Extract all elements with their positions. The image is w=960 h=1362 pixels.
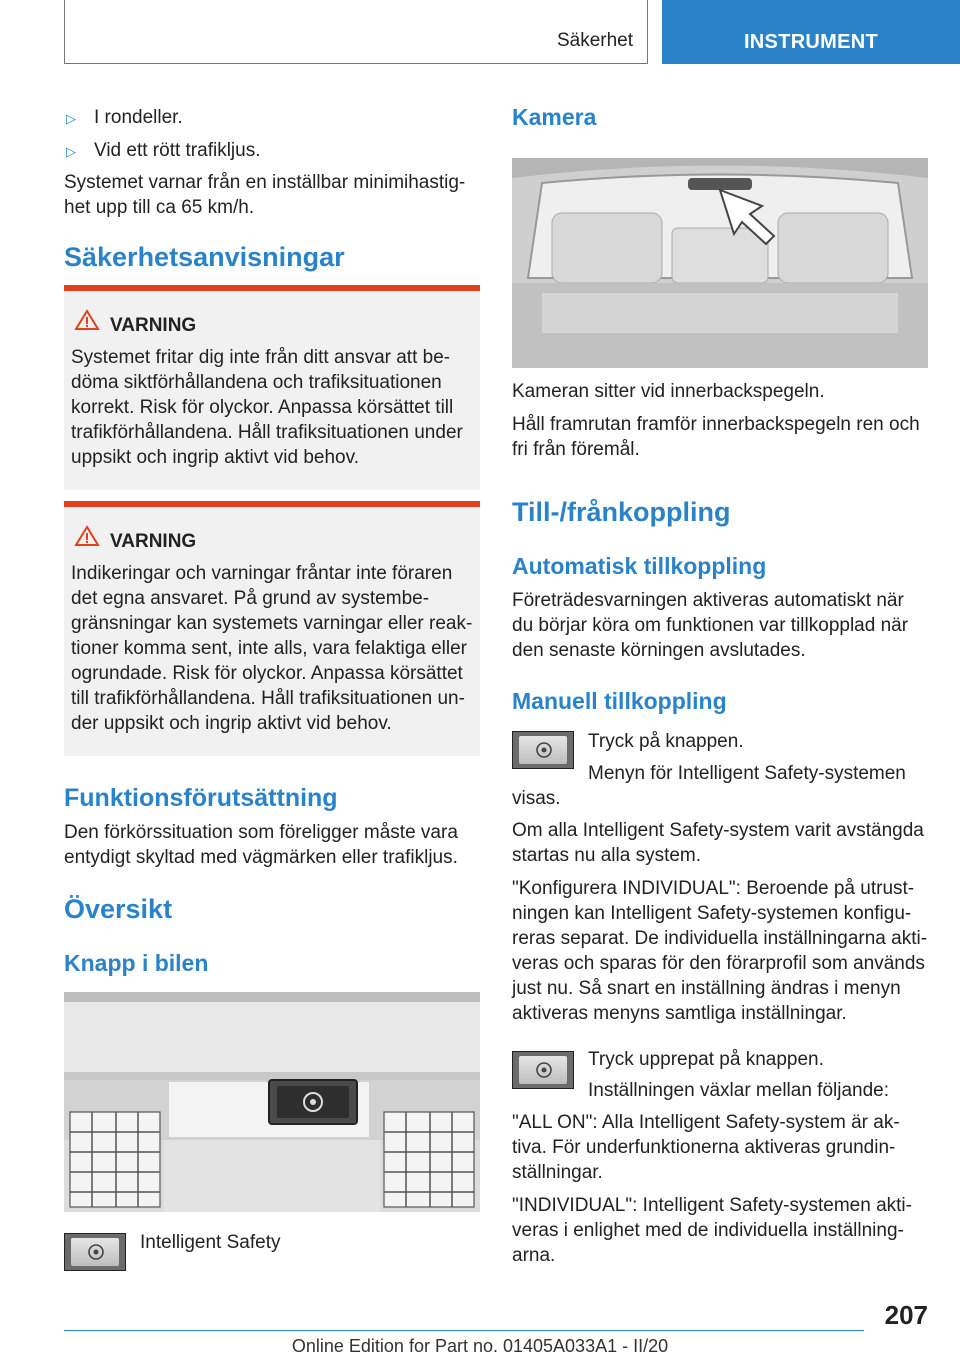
overview-heading: Översikt xyxy=(64,894,173,924)
manual-menu-text-cont: visas. xyxy=(512,788,561,809)
manual-press-text: Tryck på knappen. xyxy=(588,731,744,752)
warning-text: Indikeringar och varningar fråntar inte föraren det egna ansvaret. På grund av systembe- gränsningar kan systemets varningar eller reak- tioner komma sent, inte alls, vara felaktiga eller ogrundade. Risk för olyckor. Anpassa körsättet till trafikförhållandena. Håll trafiksituationen un- der uppsikt och ingrip aktivt vid behov. xyxy=(71,563,473,734)
camera-illustration xyxy=(512,158,928,368)
button-heading: Knapp i bilen xyxy=(64,950,209,976)
auto-paragraph: Företrädesvarningen aktiveras automatiskt när du börjar köra om funktionen var tillkopplad när den senaste körningen avslutades. xyxy=(512,590,909,661)
repeat-switch-text: Inställningen växlar mellan följande: xyxy=(588,1080,890,1101)
camera-paragraph: Kameran sitter vid innerbackspegeln. Håll framrutan framför innerbackspegeln ren och fri från föremål. xyxy=(512,381,920,460)
requirements-heading: Funktionsförutsättning xyxy=(64,784,338,812)
manual-heading: Manuell tillkoppling xyxy=(512,688,727,714)
intelligent-safety-button-icon xyxy=(512,1051,574,1089)
warning-title: VARNING xyxy=(110,531,197,552)
header-box xyxy=(64,0,648,64)
manual-menu-text: Menyn för Intelligent Safety-systemen xyxy=(588,763,906,784)
camera-heading: Kamera xyxy=(512,104,597,130)
warning-text: Systemet fritar dig inte från ditt ansvar att be- döma siktförhållandena och trafiksituationen korrekt. Risk för olyckor. Anpassa körsättet till trafikförhållandena. Håll trafiksituationen under uppsikt och ingrip aktivt vid behov. xyxy=(71,347,463,468)
warning-box xyxy=(64,285,480,490)
page-number: 207 xyxy=(884,1300,928,1330)
auto-heading: Automatisk tillkoppling xyxy=(512,553,767,579)
warning-title: VARNING xyxy=(110,315,197,336)
button-caption: Intelligent Safety xyxy=(140,1232,281,1253)
warning-triangle-icon xyxy=(74,309,100,331)
intelligent-safety-button-icon xyxy=(64,1233,126,1271)
onoff-heading: Till-/frånkoppling xyxy=(512,497,731,527)
safety-heading: Säkerhetsanvisningar xyxy=(64,242,345,272)
footer-divider xyxy=(64,1330,864,1331)
section-title: Säkerhet xyxy=(556,30,633,51)
chapter-tab[interactable]: INSTRUMENT xyxy=(662,0,960,64)
intro-paragraph: Systemet varnar från en inställbar minimihastig- het upp till ca 65 km/h. xyxy=(64,172,466,218)
requirements-paragraph: Den förkörssituation som föreligger måste vara entydigt skyltad med vägmärken eller trafikljus. xyxy=(64,822,458,868)
individual-paragraph: "INDIVIDUAL": Intelligent Safety-systemen akti- veras i enlighet med de individuella inställning- arna. xyxy=(512,1195,912,1266)
manual-paragraph: Om alla Intelligent Safety-system varit avstängda startas nu alla system. "Konfigurera INDIVIDUAL": Beroende på utrust- ningen kan Intelligent Safety-systemen konfigu- reras separat. De individuella inställningarna akti- veras och sparas för den förarprofil som används just nu. Så snart en inställning ändras i menyn aktiveras menyns samtliga inställningar. xyxy=(512,820,928,1024)
bullet-triangle-icon: ▷ xyxy=(66,144,76,159)
bullet-triangle-icon: ▷ xyxy=(66,111,76,126)
warning-box xyxy=(64,501,480,756)
footer-edition: Online Edition for Part no. 01405A033A1 - II/20 xyxy=(291,1336,669,1356)
dashboard-button-illustration xyxy=(64,992,480,1212)
repeat-press-text: Tryck upprepat på knappen. xyxy=(588,1049,824,1070)
warning-triangle-icon xyxy=(74,525,100,547)
all-on-paragraph: "ALL ON": Alla Intelligent Safety-system är ak- tiva. För underfunktionerna aktiveras grundin- ställningar. xyxy=(512,1112,900,1183)
intelligent-safety-button-icon xyxy=(512,731,574,769)
